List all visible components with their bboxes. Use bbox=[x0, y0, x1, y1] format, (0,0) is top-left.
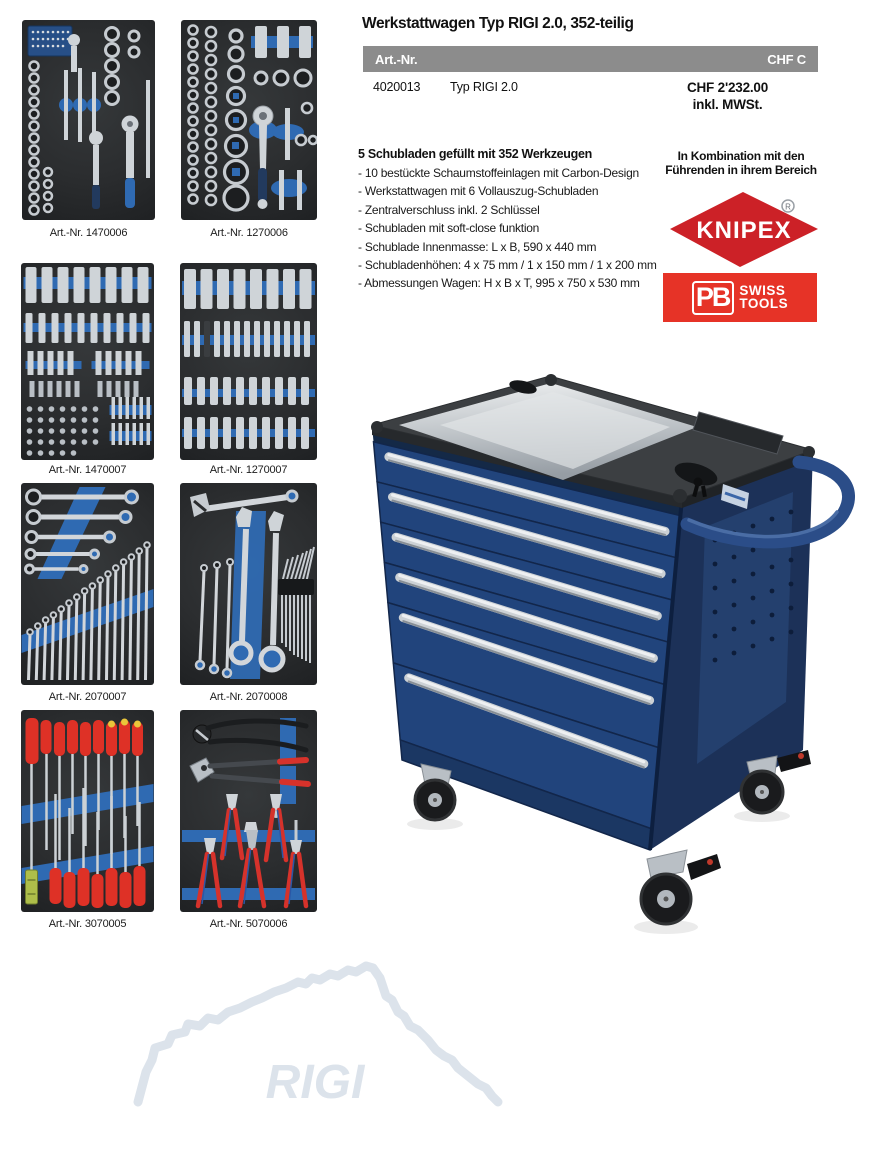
wrench-hex-set-image bbox=[180, 483, 317, 685]
art-number-label: Art.-Nr. 1470007 bbox=[48, 464, 127, 476]
feature-item: - Zentralverschluss inkl. 2 Schlüssel bbox=[358, 202, 540, 217]
price-vat-note: inkl. MWSt. bbox=[692, 97, 763, 112]
art-number-label: Art.-Nr. 2070007 bbox=[48, 691, 127, 703]
product-photo-tray-2070007 bbox=[21, 483, 154, 685]
feature-item: - Schubladenhöhen: 4 x 75 mm / 1 x 150 mm / 1 x 200 mm bbox=[358, 258, 657, 273]
product-photo-tray-3070005 bbox=[21, 710, 154, 912]
table-header-chf: CHF C bbox=[767, 51, 806, 67]
tagline-line2: Führenden in ihrem Bereich bbox=[665, 162, 817, 177]
feature-item: - Abmessungen Wagen: H x B x T, 995 x 750 x 530 mm bbox=[358, 276, 640, 291]
article-type: Typ RIGI 2.0 bbox=[450, 80, 518, 94]
art-number-label: Art.-Nr. 1270006 bbox=[210, 227, 288, 239]
pb-word-tools: TOOLS bbox=[739, 295, 789, 311]
price-amount: CHF 2'232.00 bbox=[686, 80, 769, 95]
feature-list bbox=[358, 147, 658, 293]
central-lock bbox=[694, 478, 703, 487]
workshop-trolley-photo bbox=[365, 372, 865, 937]
registered-mark: R bbox=[785, 202, 791, 212]
art-number-label: Art.-Nr. 3070005 bbox=[48, 918, 127, 930]
watermark-text: RIGI bbox=[265, 1056, 365, 1109]
bit-socket-set-1-image bbox=[21, 263, 154, 460]
price-block bbox=[640, 79, 815, 113]
bit-socket-set-2-image bbox=[180, 263, 317, 460]
feature-item: - Werkstattwagen mit 6 Vollauszug-Schubladen bbox=[358, 184, 599, 199]
rigi-watermark bbox=[0, 940, 881, 1165]
product-photo-tray-5070006 bbox=[180, 710, 317, 912]
knipex-wordmark: KNIPEX bbox=[696, 217, 792, 244]
pb-monogram: PB bbox=[692, 281, 735, 315]
product-photo-tray-1270006 bbox=[181, 20, 317, 220]
feature-item: - 10 bestückte Schaumstoffeinlagen mit Carbon-Design bbox=[358, 166, 639, 180]
partner-tagline bbox=[650, 150, 832, 177]
product-photo-tray-1470007 bbox=[21, 263, 154, 460]
page-title: Werkstattwagen Typ RIGI 2.0, 352-teilig bbox=[362, 15, 634, 32]
knipex-logo bbox=[655, 185, 830, 273]
socket-set-2-image bbox=[181, 20, 317, 220]
pliers-set-image bbox=[180, 710, 317, 912]
art-number-label: Art.-Nr. 1270007 bbox=[209, 464, 288, 476]
art-number-label: Art.-Nr. 5070006 bbox=[209, 918, 288, 930]
pb-swiss-tools-logo bbox=[663, 273, 817, 322]
product-photo-tray-1470006 bbox=[22, 20, 155, 220]
feature-item: - Schubladen mit soft-close funktion bbox=[358, 221, 540, 236]
product-photo-tray-1270007 bbox=[180, 263, 317, 460]
tagline-line1: In Kombination mit den bbox=[677, 149, 805, 163]
article-number: 4020013 bbox=[373, 80, 421, 94]
socket-set-1-image bbox=[22, 20, 155, 220]
price-table-header bbox=[363, 46, 818, 72]
pb-wordmark bbox=[739, 285, 788, 310]
art-number-label: Art.-Nr. 2070008 bbox=[209, 691, 288, 703]
table-header-artnr: Art.-Nr. bbox=[375, 51, 418, 67]
screwdriver-set-image bbox=[21, 710, 154, 912]
art-number-label: Art.-Nr. 1470006 bbox=[49, 227, 128, 239]
feature-heading: 5 Schubladen gefüllt mit 352 Werkzeugen bbox=[358, 147, 592, 161]
feature-item: - Schublade Innenmasse: L x B, 590 x 440 mm bbox=[358, 239, 597, 254]
product-photo-tray-2070008 bbox=[180, 483, 317, 685]
pb-word-swiss: SWISS bbox=[739, 283, 786, 298]
wrench-set-image bbox=[21, 483, 154, 685]
